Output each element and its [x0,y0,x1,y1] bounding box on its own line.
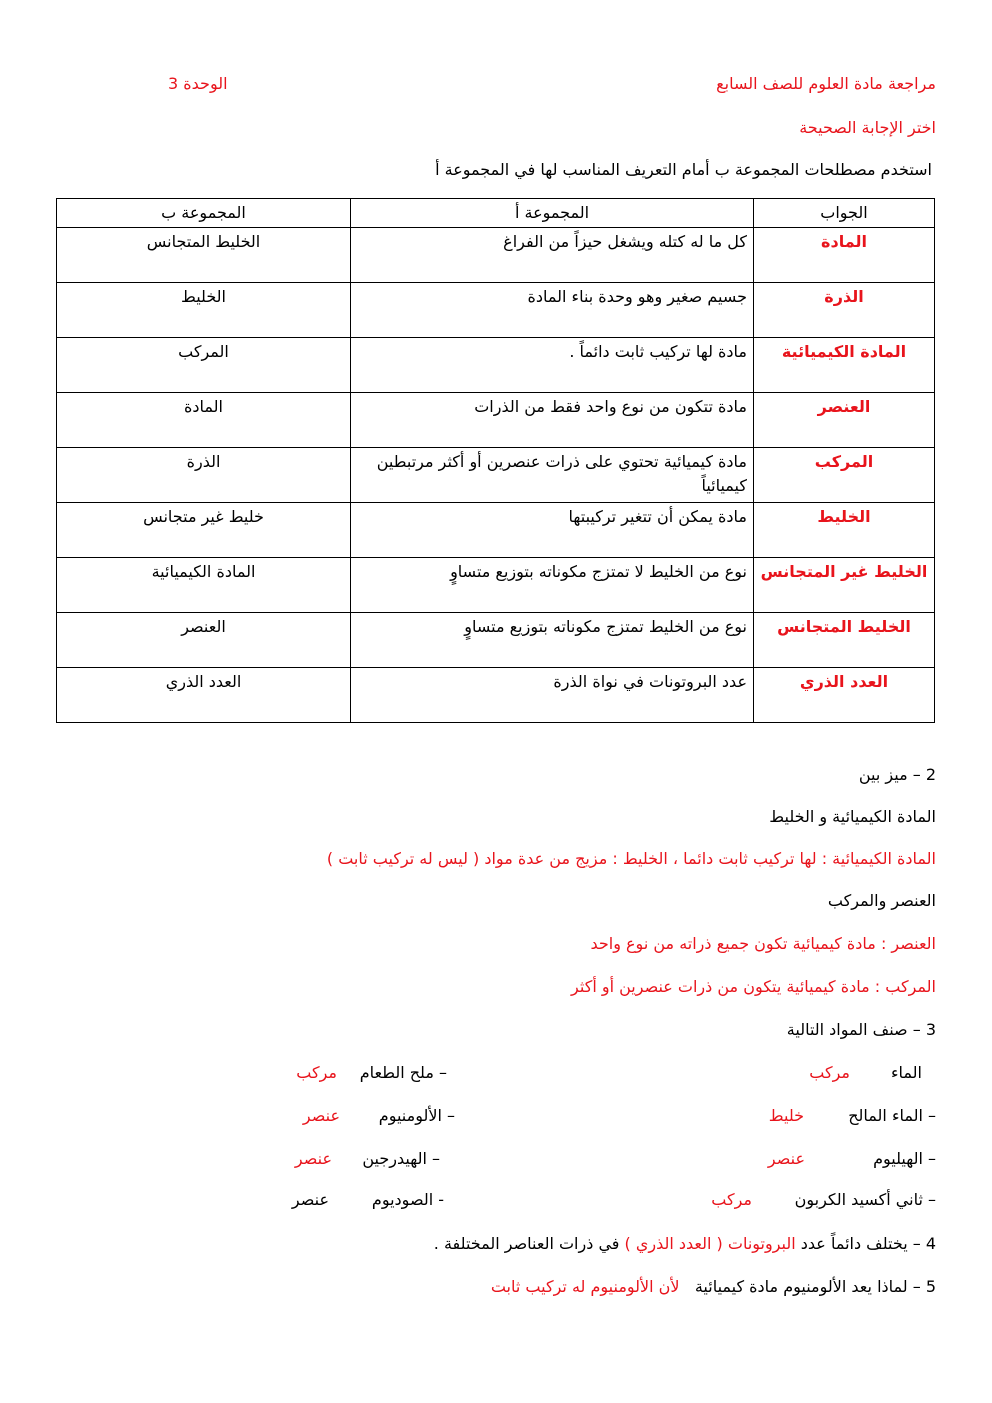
group-b-cell: الخليط [57,283,351,338]
answer-cell: الخليط غير المتجانس [754,558,935,613]
table-row [57,228,935,283]
group-a-cell: مادة لها تركيب ثابت دائماً . [351,338,754,393]
q2-answer-2a: العنصر : مادة كيميائية تكون جميع ذراته من نوع واحد [590,934,936,953]
q3-item-answer: خليط [768,1106,804,1125]
group-a-cell: نوع من الخليط تمتزج مكوناته بتوزيع متساوٍ [351,613,754,668]
group-b-cell: الخليط المتجانس [57,228,351,283]
q4-suffix: في ذرات العناصر المختلفة . [433,1234,620,1253]
answer-cell: المادة الكيميائية [754,338,935,393]
q3-item-answer: مركب [296,1063,337,1082]
q2-answer-1: المادة الكيميائية : لها تركيب ثابت دائما ، الخليط : مزيج من عدة مواد ( ليس له تركيب ثابت ) [326,849,936,868]
q3-item-answer: مركب [711,1190,752,1209]
q3-title: 3 – صنف المواد التالية [786,1020,936,1039]
table-row [57,668,935,723]
answer-cell: العنصر [754,393,935,448]
q3-item-label: – الهيدرجين [362,1149,440,1168]
group-a-cell: عدد البروتونات في نواة الذرة [351,668,754,723]
header-group-a: المجموعة أ [351,199,754,228]
table-row [57,503,935,558]
q2-pair-2: العنصر والمركب [827,891,936,910]
q3-item-answer: عنصر [291,1190,329,1209]
answer-cell: المادة [754,228,935,283]
answer-cell: الخليط المتجانس [754,613,935,668]
q2-pair-1: المادة الكيميائية و الخليط [769,807,936,826]
q5-question: 5 – لماذا يعد الألومنيوم مادة كيميائية [694,1277,936,1296]
q4-line [434,1234,936,1253]
table-row [57,393,935,448]
q4-prefix: 4 – يختلف دائماً عدد [800,1234,936,1253]
header-group-b: المجموعة ب [57,199,351,228]
group-a-cell: نوع من الخليط لا تمتزج مكوناته بتوزيع متساوٍ [351,558,754,613]
q3-item-answer: عنصر [767,1149,805,1168]
q5-answer: لأن الألومنيوم له تركيب ثابت [490,1277,680,1296]
group-b-cell: العنصر [57,613,351,668]
q3-item-label: – ملح الطعام [359,1063,447,1082]
q2-title: 2 – ميز بين [858,765,936,784]
q3-item-answer: عنصر [294,1149,332,1168]
group-b-cell: المادة الكيميائية [57,558,351,613]
group-b-cell: الذرة [57,448,351,503]
header-answer: الجواب [754,199,935,228]
group-b-cell: المركب [57,338,351,393]
q3-item-label: - الصوديوم [371,1190,444,1209]
answer-cell: الذرة [754,283,935,338]
q3-item-label: – ثاني أكسيد الكربون [794,1190,936,1209]
q3-item-label: – الماء المالح [848,1106,936,1125]
page-title: مراجعة مادة العلوم للصف السابع [716,74,936,93]
q3-item-label: – الألومنيوم [378,1106,455,1125]
group-b-cell: المادة [57,393,351,448]
answer-cell: العدد الذري [754,668,935,723]
table-header-row [57,199,935,228]
group-a-cell: جسيم صغير وهو وحدة بناء المادة [351,283,754,338]
q4-answer: البروتونات ( العدد الذري ) [624,1234,796,1253]
q3-item-label: – الهيليوم [873,1149,936,1168]
group-a-cell: مادة كيميائية تحتوي على ذرات عنصرين أو أكثر مرتبطين كيميائياً [351,448,754,503]
group-b-cell: العدد الذري [57,668,351,723]
table-row [57,283,935,338]
unit-label: الوحدة 3 [168,74,228,93]
table-row [57,613,935,668]
q3-item-answer: عنصر [302,1106,340,1125]
group-a-cell: كل ما له كتله ويشغل حيزاً من الفراغ [351,228,754,283]
q2-answer-2b: المركب : مادة كيميائية يتكون من ذرات عنصرين أو أكثر [571,977,936,996]
table-row [57,448,935,503]
instruction: اختر الإجابة الصحيحة [799,118,936,137]
sub-instruction: استخدم مصطلحات المجموعة ب أمام التعريف المناسب لها في المجموعة أ [435,160,932,179]
matching-table [56,198,935,723]
q3-item-answer: مركب [809,1063,850,1082]
q3-item-label: الماء [891,1063,922,1082]
q5-line [491,1277,936,1296]
table-row [57,338,935,393]
table-row [57,558,935,613]
group-b-cell: خليط غير متجانس [57,503,351,558]
group-a-cell: مادة يمكن أن تتغير تركيبتها [351,503,754,558]
answer-cell: المركب [754,448,935,503]
answer-cell: الخليط [754,503,935,558]
group-a-cell: مادة تتكون من نوع واحد فقط من الذرات [351,393,754,448]
